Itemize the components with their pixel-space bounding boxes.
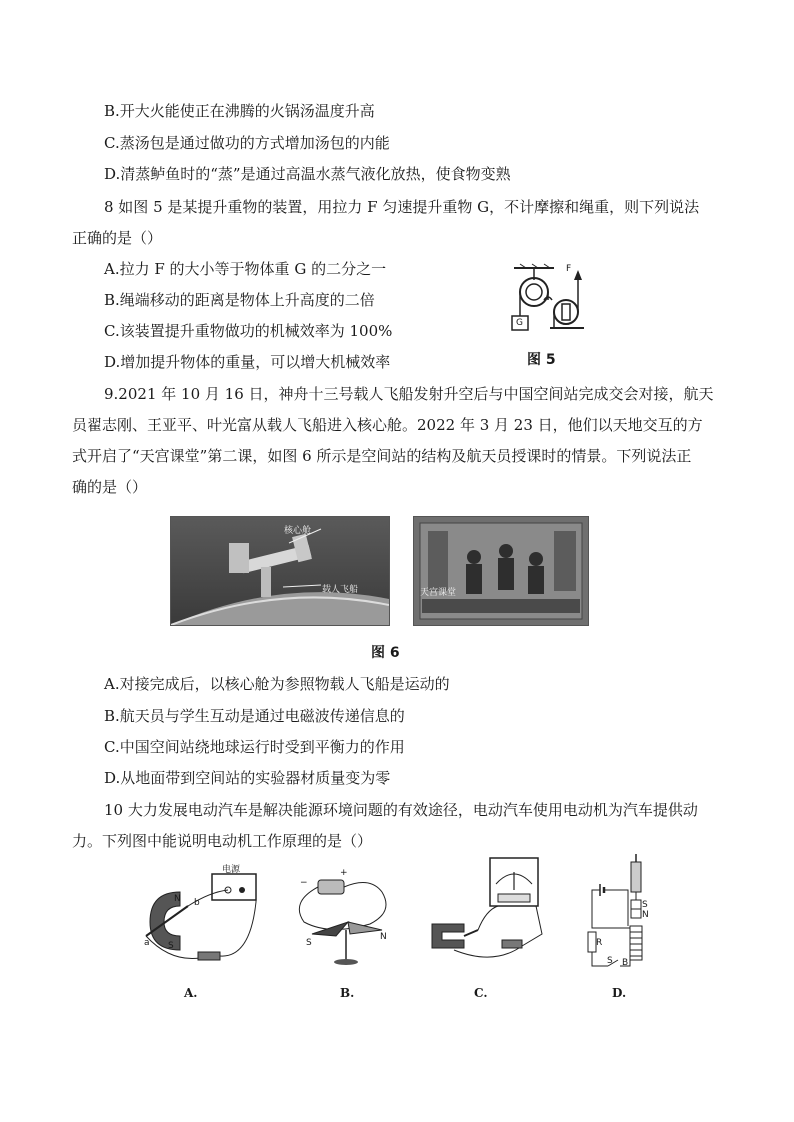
q9-stem-line3: 式开启了“天宫课堂”第二课，如图 6 所示是空间站的结构及航天员授课时的情景。下列说法正 [72, 447, 692, 465]
b-minus-label: − [300, 878, 308, 888]
d-resistor-label: R [596, 938, 603, 948]
q8-stem-line2: 正确的是（） [72, 229, 163, 247]
option-c-diagram [424, 854, 554, 972]
q9-option-d: D.从地面带到空间站的实验器材质量变为零 [104, 769, 391, 787]
q7-option-c: C.蒸汤包是通过做功的方式增加汤包的内能 [104, 134, 390, 152]
d-switch-label: S [607, 956, 613, 966]
q8-stem-line1: 8 如图 5 是某提升重物的装置，用拉力 F 匀速提升重物 G，不计摩擦和绳重，则下列说法 [104, 198, 700, 216]
b-north-label: N [380, 932, 387, 942]
b-south-label: S [306, 938, 312, 948]
q9-stem-line2: 员翟志刚、王亚平、叶光富从载人飞船进入核心舱。2022 年 3 月 23 日，他们以天地交互的方 [72, 416, 703, 434]
option-a-diagram [140, 862, 270, 972]
q7-option-d: D.清蒸鲈鱼时的“蒸”是通过高温水蒸气液化放热，使食物变熟 [104, 165, 511, 183]
figure-6-caption: 图 6 [371, 645, 400, 661]
a-north-label: N [174, 894, 181, 904]
q7-option-b: B.开大火能使正在沸腾的火锅汤温度升高 [104, 102, 375, 120]
option-c-label: C. [474, 986, 488, 1000]
option-b-label: B. [340, 986, 355, 1000]
classroom-banner: 天宫课堂 [420, 588, 457, 598]
space-station-photo [170, 516, 390, 626]
a-point-a: a [144, 938, 150, 948]
weight-label: G [516, 318, 523, 328]
d-south-label: S [642, 900, 648, 910]
a-power-label: 电源 [222, 865, 241, 875]
d-north-label: N [642, 910, 649, 920]
option-d-label: D. [612, 986, 627, 1000]
a-south-label: S [168, 941, 174, 951]
pulley-figure [500, 258, 600, 338]
q8-option-a: A.拉力 F 的大小等于物体重 G 的二分之一 [104, 260, 387, 278]
core-module-label: 核心舱 [284, 526, 312, 536]
q9-option-c: C.中国空间站绕地球运行时受到平衡力的作用 [104, 738, 405, 756]
spacecraft-label: 载人飞船 [322, 585, 359, 595]
force-label: F [566, 264, 572, 274]
tiangong-classroom-photo [413, 516, 589, 626]
figure-5-caption: 图 5 [527, 352, 556, 368]
q10-stem-line1: 10 大力发展电动汽车是解决能源环境问题的有效途径，电动汽车使用电动机为汽车提供动 [104, 801, 698, 819]
q9-option-a: A.对接完成后，以核心舱为参照物载人飞船是运动的 [104, 675, 450, 693]
q8-option-d: D.增加提升物体的重量，可以增大机械效率 [104, 353, 391, 371]
b-plus-label: + [340, 868, 348, 878]
a-point-b: b [194, 898, 200, 908]
q9-stem-line1: 9.2021 年 10 月 16 日，神舟十三号载人飞船发射升空后与中国空间站完成交会对接，航天 [104, 385, 714, 403]
q8-option-c: C.该装置提升重物做功的机械效率为 100% [104, 322, 393, 340]
q9-option-b: B.航天员与学生互动是通过电磁波传递信息的 [104, 707, 405, 725]
q10-stem-line2: 力。下列图中能说明电动机工作原理的是（） [72, 832, 373, 850]
option-a-label: A. [184, 986, 198, 1000]
q9-stem-line4: 确的是（） [72, 478, 148, 496]
d-point-b: B [622, 958, 629, 968]
q8-option-b: B.绳端移动的距离是物体上升高度的二倍 [104, 291, 375, 309]
